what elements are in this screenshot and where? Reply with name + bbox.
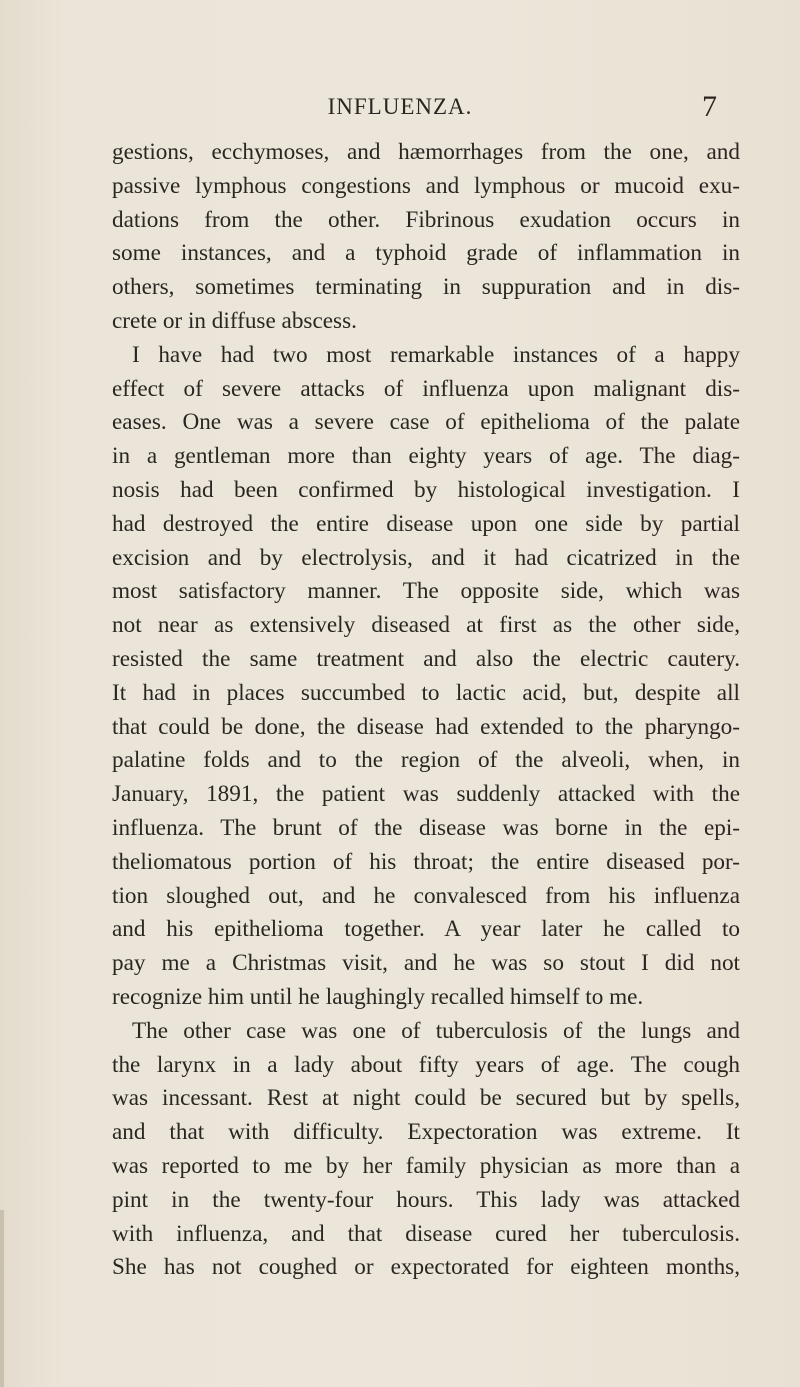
text-line: January, 1891, the patient was suddenly attacked with the	[112, 781, 740, 808]
text-line: eases. One was a severe case of epithelioma of the palate	[112, 409, 740, 436]
text-line: resisted the same treatment and also the electric cautery.	[112, 645, 740, 672]
text-line: with influenza, and that disease cured her tuberculosis.	[112, 1220, 740, 1247]
text-line: pay me a Christmas visit, and he was so stout I did not	[112, 950, 740, 977]
text-line: nosis had been confirmed by histological investigation. I	[112, 476, 740, 503]
page-edge-shadow	[0, 1210, 4, 1387]
text-line: some instances, and a typhoid grade of inflammation in	[112, 240, 740, 267]
text-line: pint in the twenty-four hours. This lady was attacked	[112, 1186, 740, 1213]
text-line: and that with difficulty. Expectoration was extreme. It	[112, 1119, 740, 1146]
text-line: gestions, ecchymoses, and hæmorrhages from the one, and	[112, 139, 740, 165]
text-line: not near as extensively diseased at first as the other side,	[112, 612, 740, 639]
text-line: palatine folds and to the region of the alveoli, when, in	[112, 747, 740, 774]
text-line: dations from the other. Fibrinous exudation occurs in	[112, 206, 740, 233]
body-text	[112, 136, 740, 1285]
page-number: 7	[702, 90, 717, 123]
text-line: It had in places succumbed to lactic acid, but, despite all	[112, 679, 740, 706]
text-line: had destroyed the entire disease upon one side by partial	[112, 510, 740, 537]
text-line: and his epithelioma together. A year later he called to	[112, 916, 740, 943]
text-line: tion sloughed out, and he convalesced from his influenza	[112, 882, 740, 909]
text-line: excision and by electrolysis, and it had cicatrized in the	[112, 544, 740, 571]
text-line: effect of severe attacks of influenza upon malignant dis-	[112, 375, 740, 402]
text-line: in a gentleman more than eighty years of age. The diag-	[112, 443, 740, 470]
text-line: theliomatous portion of his throat; the entire diseased por-	[112, 848, 740, 875]
text-line: others, sometimes terminating in suppuration and in dis-	[112, 274, 740, 301]
running-title: INFLUENZA.	[327, 94, 473, 119]
paragraph-start-line: The other case was one of tuberculosis of the lungs and	[132, 1017, 740, 1044]
text-line: was incessant. Rest at night could be secured but by spells,	[112, 1085, 740, 1112]
text-line: most satisfactory manner. The opposite side, which was	[112, 578, 740, 605]
text-line: the larynx in a lady about fifty years of age. The cough	[112, 1051, 740, 1078]
paragraph-start-line: I have had two most remarkable instances of a happy	[132, 341, 740, 368]
text-line: crete or in diffuse abscess.	[112, 307, 357, 334]
text-line: recognize him until he laughingly recalled himself to me.	[112, 983, 644, 1010]
page-header	[0, 90, 800, 130]
text-line: was reported to me by her family physician as more than a	[112, 1152, 740, 1179]
text-line: that could be done, the disease had extended to the pharyngo-	[112, 713, 740, 740]
text-line: She has not coughed or expectorated for eighteen months,	[112, 1254, 740, 1281]
text-line: passive lymphous congestions and lymphous or mucoid exu-	[112, 172, 740, 199]
text-line: influenza. The brunt of the disease was borne in the epi-	[112, 814, 740, 841]
